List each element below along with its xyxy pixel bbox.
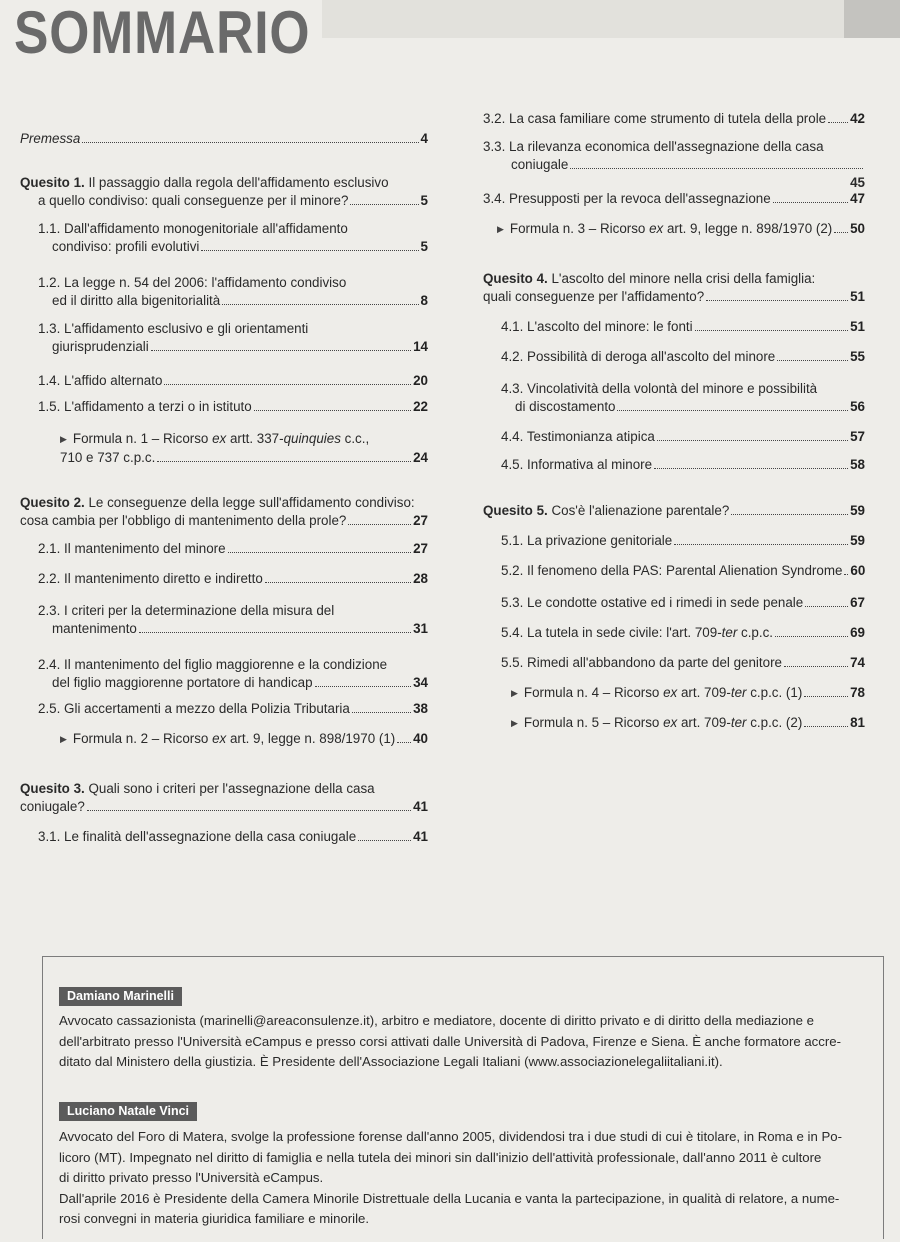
formula-text: art. 9, legge n. 898/1970 (2) [663, 221, 833, 236]
toc-item [483, 562, 865, 580]
toc-page: 5 [420, 193, 428, 208]
formula-em: ter [730, 715, 747, 730]
author-name: Luciano Natale Vinci [59, 1102, 197, 1121]
formula-em: ex [212, 731, 227, 746]
q-heading-line1: Quali sono i criteri per l'assegnazione della casa [84, 781, 375, 796]
toc-item-line1: 5.2. Il fenomeno della PAS: Parental Alienation Syndrome [501, 563, 843, 578]
toc-item-line2: giurisprudenziali [52, 339, 149, 354]
toc-formula [483, 684, 865, 703]
formula-text: art. 709- [677, 685, 731, 700]
toc-formula [20, 430, 428, 467]
formula-text: Formula n. 5 – Ricorso [523, 715, 664, 730]
q-heading-line2: quali conseguenze per l'affidamento? [483, 289, 705, 304]
formula-text: c.c., [340, 431, 370, 446]
triangle-bullet-icon: ▶ [60, 734, 67, 744]
toc-item-line1: 3.1. Le finalità dell'assegnazione della casa coniugale [38, 829, 357, 844]
toc-page: 41 [413, 829, 428, 844]
triangle-bullet-icon: ▶ [60, 434, 67, 444]
toc-item [20, 372, 428, 390]
toc-page: 14 [413, 339, 428, 354]
q-heading-line2: cosa cambia per l'obbligo di mantenimento della prole? [20, 513, 347, 528]
toc-item-line1: 5.3. Le condotte ostative ed i rimedi in sede penale [501, 595, 804, 610]
formula-em: ex [212, 431, 227, 446]
toc-page: 59 [850, 503, 865, 518]
triangle-bullet-icon: ▶ [497, 224, 504, 234]
toc-page: 42 [850, 111, 865, 126]
triangle-bullet-icon: ▶ [511, 688, 518, 698]
toc-page: 78 [850, 685, 865, 700]
toc-page: 60 [850, 563, 866, 578]
toc-item-line1: 2.4. Il mantenimento del figlio maggiorenne e la condizione [38, 657, 388, 672]
header-bar [322, 0, 900, 38]
bio-line: Avvocato del Foro di Matera, svolge la professione forense dall'anno 2005, dividendosi tra i due studi di cui è titolare, in Roma e in Po- [59, 1129, 842, 1144]
toc-item-line1: 5.1. La privazione genitoriale [501, 533, 673, 548]
toc-item [20, 220, 428, 256]
triangle-bullet-icon: ▶ [511, 718, 518, 728]
formula-em: ter [730, 685, 747, 700]
toc-page: 24 [413, 450, 428, 465]
formula-em: ex [649, 221, 664, 236]
toc-page: 51 [850, 319, 865, 334]
formula-line2: 710 e 737 c.p.c. [60, 450, 156, 465]
toc-page: 59 [850, 533, 865, 548]
q-heading-line1: L'ascolto del minore nella crisi della famiglia: [547, 271, 816, 286]
toc-label: Premessa [20, 131, 81, 146]
toc-page: 69 [850, 625, 865, 640]
q-prefix: Quesito 4. [483, 271, 548, 286]
toc-item [483, 348, 865, 366]
toc-item-line1: 3.4. Presupposti per la revoca dell'assegnazione [483, 191, 771, 206]
q-prefix: Quesito 1. [20, 175, 85, 190]
toc-item-line1: 4.2. Possibilità di deroga all'ascolto del minore [501, 349, 776, 364]
toc-page: 67 [850, 595, 865, 610]
q-heading-line2: a quello condiviso: quali conseguenze per il minore? [38, 193, 349, 208]
toc-item [483, 428, 865, 446]
formula-em: quinquies [283, 431, 341, 446]
toc-item-post: c.p.c. [737, 625, 774, 640]
q-prefix: Quesito 2. [20, 495, 85, 510]
author-bio-box [42, 956, 884, 1239]
toc-item-line1: 3.2. La casa familiare come strumento di tutela della prole [483, 111, 827, 126]
toc-item [483, 318, 865, 336]
toc-item-line1: 2.3. I criteri per la determinazione della misura del [38, 603, 335, 618]
toc-item [20, 570, 428, 588]
toc-item-line2: condiviso: profili evolutivi [52, 239, 200, 254]
toc-page: 34 [413, 675, 428, 690]
formula-text: art. 9, legge n. 898/1970 (1) [226, 731, 396, 746]
toc-item-line1: 1.1. Dall'affidamento monogenitoriale all'affidamento [38, 221, 348, 236]
toc-page: 8 [420, 293, 428, 308]
toc-q2-heading [20, 494, 428, 530]
toc-page: 47 [850, 191, 865, 206]
toc-item [20, 602, 428, 638]
toc-item-line2: ed il diritto alla bigenitorialità [52, 293, 221, 308]
formula-em: ex [663, 685, 678, 700]
toc-formula [483, 714, 865, 733]
author-name: Damiano Marinelli [59, 987, 182, 1006]
toc-page: 27 [413, 513, 428, 528]
toc-item-line1: 1.2. La legge n. 54 del 2006: l'affidamento condiviso [38, 275, 347, 290]
toc-item-line1: 1.3. L'affidamento esclusivo e gli orientamenti [38, 321, 309, 336]
toc-q5-heading [483, 502, 865, 520]
formula-text: c.p.c. (2) [746, 715, 803, 730]
toc-formula [20, 730, 428, 749]
page-title: SOMMARIO [14, 0, 311, 66]
toc-q3-heading [20, 780, 428, 816]
formula-text: Formula n. 4 – Ricorso [523, 685, 664, 700]
toc-item-em: ter [721, 625, 738, 640]
toc-item-line2: coniugale [511, 157, 569, 172]
bio-line: ditato dal Ministero della giustizia. È Presidente dell'Associazione Legali Italiani (www.associazionelegaliitaliani.it). [59, 1054, 723, 1069]
toc-item [483, 654, 865, 672]
toc-q1-heading [20, 174, 428, 210]
author-bio [59, 1127, 871, 1230]
toc-page: 55 [850, 349, 865, 364]
toc-item-line2: mantenimento [52, 621, 137, 636]
formula-text: Formula n. 2 – Ricorso [72, 731, 213, 746]
toc-item [483, 110, 865, 128]
toc-page: 50 [850, 221, 865, 236]
toc-item [20, 398, 428, 416]
formula-text: Formula n. 3 – Ricorso [509, 221, 650, 236]
toc-item-line1: 2.1. Il mantenimento del minore [38, 541, 226, 556]
toc-page: 51 [850, 289, 865, 304]
toc-item-line1: 5.4. La tutela in sede civile: l'art. 709- [501, 625, 722, 640]
bio-line: Dall'aprile 2016 è Presidente della Camera Minorile Distrettuale della Lucania e vanta la partecipazione, in qualità di relatore, a nume- [59, 1190, 840, 1206]
header-bar-shade [844, 0, 900, 38]
q-heading-line2: coniugale? [20, 799, 85, 814]
toc-page: 57 [850, 429, 865, 444]
toc-item-line1: 1.5. L'affidamento a terzi o in istituto [38, 399, 252, 414]
toc-item [483, 594, 865, 612]
toc-page: 45 [850, 175, 865, 190]
toc-item [20, 540, 428, 558]
toc-page: 38 [413, 701, 428, 716]
toc-item-line1: 4.1. L'ascolto del minore: le fonti [501, 319, 693, 334]
toc-item [20, 320, 428, 356]
bio-line: dell'arbitrato presso l'Università eCampus e presso corsi attivati dalle Università di Padova, Firenze e Siena. È anche formatore accre- [59, 1033, 841, 1049]
toc-item-line2: del figlio maggiorenne portatore di handicap [52, 675, 313, 690]
toc-page: 4 [420, 131, 428, 146]
author-bio [59, 1011, 871, 1073]
toc-item [483, 532, 865, 550]
toc-q4-heading [483, 270, 865, 306]
toc-item [20, 274, 428, 310]
toc-page: 56 [850, 399, 865, 414]
toc-item [20, 656, 428, 692]
formula-text: artt. 337- [226, 431, 284, 446]
toc-item-line1: 4.3. Vincolatività della volontà del minore e possibilità [501, 381, 818, 396]
toc-item-line1: 1.4. L'affido alternato [38, 373, 163, 388]
toc-item-line1: 5.5. Rimedi all'abbandono da parte del genitore [501, 655, 782, 670]
toc-page: 58 [850, 457, 865, 472]
toc-item [483, 456, 865, 474]
formula-text: Formula n. 1 – Ricorso [72, 431, 213, 446]
formula-em: ex [663, 715, 678, 730]
toc-item-line1: 3.3. La rilevanza economica dell'assegnazione della casa [483, 139, 824, 154]
formula-text: c.p.c. (1) [746, 685, 803, 700]
bio-line: licoro (MT). Impegnato nel diritto di famiglia e nella tutela dei minori sin dall'inizio dell'attività professionale, dall'anno 2011 è cultore [59, 1149, 822, 1165]
toc-item-line1: 2.2. Il mantenimento diretto e indiretto [38, 571, 263, 586]
toc-item [20, 700, 428, 718]
q-heading-line1: Cos'è l'alienazione parentale? [547, 503, 730, 518]
q-heading-line1: Le conseguenze della legge sull'affidamento condiviso: [84, 495, 415, 510]
toc-premessa [20, 130, 428, 148]
q-prefix: Quesito 3. [20, 781, 85, 796]
toc-page: 74 [850, 655, 865, 670]
toc-page: 41 [413, 799, 428, 814]
toc-item [20, 828, 428, 846]
toc-page: 27 [413, 541, 428, 556]
toc-page: 28 [413, 571, 428, 586]
toc-page: 81 [850, 715, 865, 730]
toc-page: 40 [413, 731, 428, 746]
q-prefix: Quesito 5. [483, 503, 548, 518]
bio-line: rosi convegni in materia giuridica familiare e minorile. [59, 1211, 370, 1226]
toc-page: 22 [413, 399, 428, 414]
toc-item [483, 624, 865, 642]
bio-line: di diritto privato presso l'Università eCampus. [59, 1170, 324, 1185]
q-heading-line1: Il passaggio dalla regola dell'affidamento esclusivo [84, 175, 389, 190]
toc-item-line1: 4.4. Testimonianza atipica [501, 429, 655, 444]
toc-item [483, 138, 865, 192]
toc-item-line2: di discostamento [515, 399, 616, 414]
toc-page: 5 [420, 239, 428, 254]
formula-text: art. 709- [677, 715, 731, 730]
bio-line: Avvocato cassazionista (marinelli@areaconsulenze.it), arbitro e mediatore, docente di diritto privato e di diritto della mediazione e [59, 1013, 814, 1028]
toc-page: 31 [413, 621, 428, 636]
toc-formula [483, 220, 865, 239]
toc-page: 20 [413, 373, 428, 388]
toc-item [483, 190, 865, 208]
toc-item-line1: 2.5. Gli accertamenti a mezzo della Polizia Tributaria [38, 701, 350, 716]
toc-item-line1: 4.5. Informativa al minore [501, 457, 653, 472]
toc-item [483, 380, 865, 416]
